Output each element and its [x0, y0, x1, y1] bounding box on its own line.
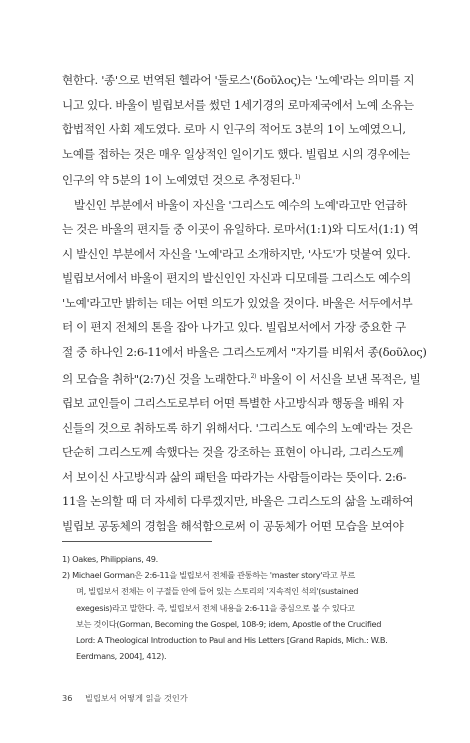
footnote-ref: 2): [250, 372, 257, 380]
text-line: 빌립보서에서 바울이 편지의 발신인인 자신과 디모데를 그리스도 예수의: [62, 271, 411, 286]
footnote-line: exegesis)라고 말한다. 즉, 빌립보서 전체 내용을 2:6-11을 중심으로 볼 수 있다고: [76, 602, 355, 613]
text-line: 현한다. '종'으로 번역된 헬라어 '둘로스'(δοῦλος)는 '노예'라는 의미를 지: [62, 73, 415, 87]
page-number: 36: [62, 693, 73, 703]
text-span: 바울이 이 서신을 보낸 목적은, 빌: [256, 371, 421, 386]
footnote-divider: [62, 541, 212, 542]
footnote-line: Eerdmans, 2004], 412).: [76, 651, 167, 662]
text-line: 터 이 편지 전체의 톤을 잡아 나가고 있다. 빌립보서에서 가장 중요한 구: [62, 320, 406, 335]
text-line: 신들의 것으로 취하도록 하기 위해서다. '그리스도 예수의 노예'라는 것은: [62, 420, 413, 435]
text-line: 빌립보 공동체의 경험을 해석함으로써 이 공동체가 어떤 모습을 보여야: [62, 518, 404, 533]
text-line: 니고 있다. 바울이 빌립보서를 썼던 1세기경의 로마제국에서 노예 소유는: [62, 97, 414, 112]
text-line: [62, 365, 421, 392]
text-line: [62, 166, 407, 193]
text-line: '노예'라고만 밝히는 데는 어떤 의도가 있었을 것이다. 바울은 서두에서부: [62, 295, 413, 310]
footnote-ref: 1): [294, 174, 301, 182]
text-line: 는 것은 바울의 편지들 중 이곳이 유일하다. 로마서(1:1)와 디도서(1:1) 역: [62, 222, 419, 237]
text-line: 합법적인 사회 제도였다. 로마 시 인구의 적어도 3분의 1이 노예였으니,: [62, 122, 406, 137]
running-title: 빌립보서 어떻게 읽을 것인가: [85, 693, 188, 703]
footnotes: [62, 551, 407, 664]
text-line: 단순히 그리스도께 속했다는 것을 강조하는 표현이 아니라, 그리스도께: [62, 445, 404, 460]
footnote-line: 2) Michael Gorman은 2:6-11을 빌립보서 전체를 관통하는 'master story'라고 부르: [62, 570, 356, 581]
text-line: 11을 논의할 때 더 자세히 다루겠지만, 바울은 그리스도의 삶을 노래하여: [62, 494, 414, 509]
text-span: 의 모습을 취하"(2:7)신 것을 노래한다.: [62, 371, 251, 386]
text-line: 서 보이신 사고방식과 삶의 패턴을 따라가는 사람들이라는 뜻이다. 2:6-: [62, 469, 407, 484]
text-span: 인구의 약 5분의 1이 노예였던 것으로 추정된다.: [62, 173, 295, 188]
footnote-line: 며, 빌립보서 전체는 이 구절들 안에 들어 있는 스토리의 '지속적인 석의'(sustained: [76, 586, 359, 597]
text-line: 시 발신인 부분에서 자신을 '노예'라고 소개하지만, '사도'가 덧붙여 있다.: [62, 246, 411, 261]
text-line: 립보 교인들이 그리스도로부터 어떤 특별한 사고방식과 행동을 배워 자: [62, 396, 404, 411]
footnote-line: Lord: A Theological Introduction to Paul and His Letters [Grand Rapids, Mich.: W.B.: [76, 635, 388, 646]
text-line: 절 중 하나인 2:6-11에서 바울은 그리스도께서 "자기를 비워서 종(δοῦλος): [62, 345, 427, 360]
text-line: 발신인 부분에서 바울이 자신을 '그리스도 예수의 노예'라고만 언급하: [74, 197, 407, 212]
footnote-line: 1) Oakes, Philippians, 49.: [62, 554, 158, 564]
main-text: [62, 68, 427, 538]
page-footer: [62, 693, 188, 704]
footnote-line: 보는 것이다(Gorman, Becoming the Gospel, 108-9; idem, Apostle of the Crucified: [76, 618, 382, 629]
text-line: 노예를 접하는 것은 매우 일상적인 일이기도 했다. 빌립보 시의 경우에는: [62, 146, 410, 161]
